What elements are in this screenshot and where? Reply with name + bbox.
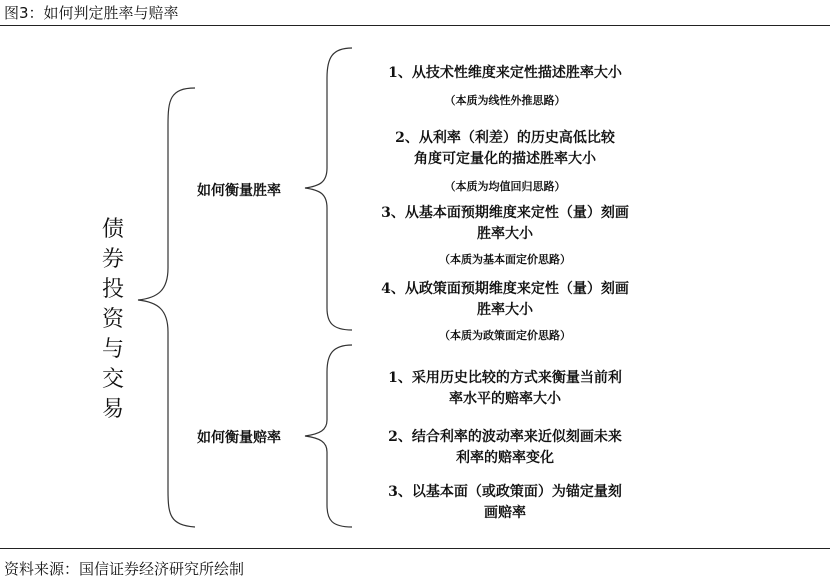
branch-label-win-rate: 如何衡量胜率 [197,183,281,199]
root-char: 债 [101,217,124,242]
win-rate-note-2: （本质为均值回归思路） [444,180,566,193]
root-label [96,215,130,425]
root-char: 与 [101,337,124,362]
root-char: 券 [101,247,124,272]
figure-title: 图3：如何判定胜率与赔率 [4,4,179,22]
item-line: 胜率大小 [477,302,533,318]
item-line: 4、从政策面预期维度来定性（量）刻画 [381,281,629,297]
item-line: 利率的赔率变化 [456,450,554,466]
item-line: 3、以基本面（或政策面）为锚定量刻 [388,484,622,500]
root-char: 交 [101,367,124,392]
source-note: 资料来源：国信证券经济研究所绘制 [4,560,245,578]
odds-item-2 [345,427,665,469]
win-rate-item-2 [345,128,665,170]
win-rate-item-4 [345,279,665,321]
odds-item-1 [345,368,665,410]
root-char: 资 [101,307,124,332]
item-line: 2、结合利率的波动率来近似刻画未来 [388,429,622,445]
branch-label-odds: 如何衡量赔率 [197,430,281,446]
item-line: 1、从技术性维度来定性描述胜率大小 [388,65,622,81]
item-line: 画赔率 [484,505,526,521]
win-rate-item-3 [345,203,665,245]
win-rate-note-1: （本质为线性外推思路） [444,94,566,107]
item-line: 1、采用历史比较的方式来衡量当前利 [388,370,622,386]
odds-item-3 [345,482,665,524]
bottom-rule [0,548,830,549]
item-line: 率水平的赔率大小 [449,391,561,407]
item-line: 胜率大小 [477,226,533,242]
item-line: 3、从基本面预期维度来定性（量）刻画 [381,205,629,221]
root-char: 投 [101,277,124,302]
win-rate-note-3: （本质为基本面定价思路） [439,253,571,266]
win-rate-note-4: （本质为政策面定价思路） [439,329,571,342]
root-char: 易 [101,397,124,422]
main-brace [138,88,195,527]
item-line: 角度可定量化的描述胜率大小 [414,151,596,167]
win-rate-item-1 [345,63,665,84]
item-line: 2、从利率（利差）的历史高低比较 [395,130,615,146]
